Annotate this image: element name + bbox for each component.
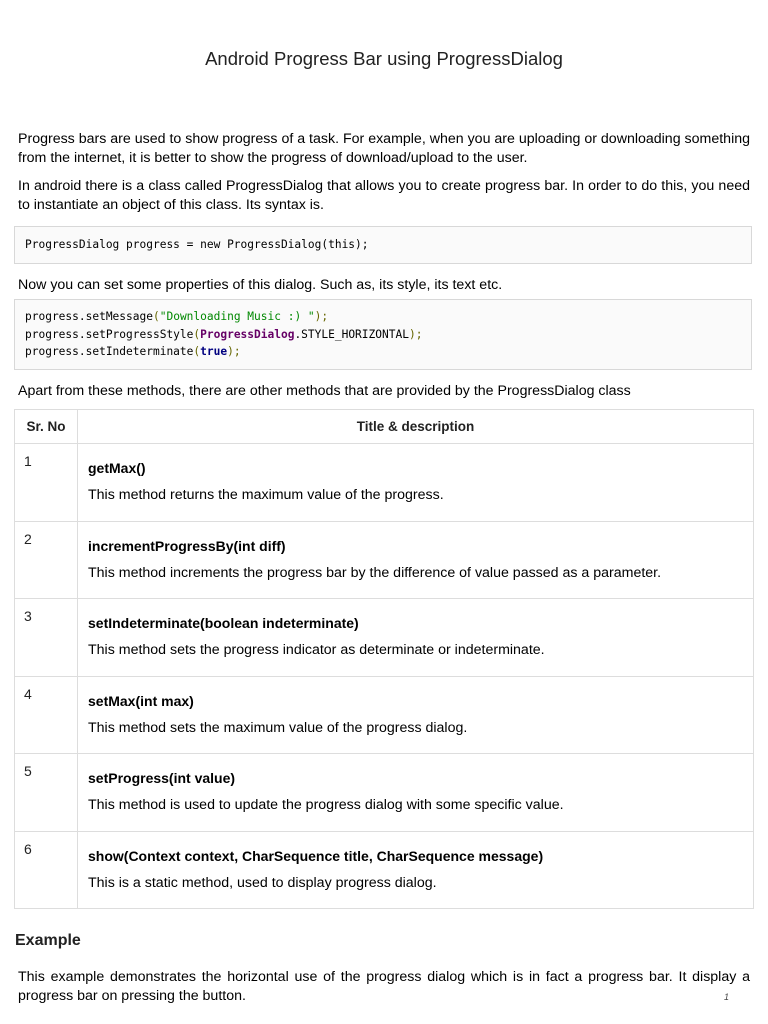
example-heading: Example xyxy=(15,932,81,949)
method-name: getMax() xyxy=(88,460,146,476)
row-number: 5 xyxy=(15,754,78,832)
row-content xyxy=(78,676,754,754)
properties-code-block xyxy=(14,299,752,370)
method-name: setProgress(int value) xyxy=(88,770,236,786)
table-header-row xyxy=(15,410,754,444)
example-paragraph: This example demonstrates the horizontal use of the progress dialog which is in fact a progress bar. It display a progress bar on pressing the button. xyxy=(18,969,750,1004)
page-number: 1 xyxy=(724,992,730,1002)
code-line-2: progress.setProgressStyle(ProgressDialog.STYLE_HORIZONTAL); xyxy=(25,327,423,341)
method-name: show(Context context, CharSequence title, CharSequence message) xyxy=(88,847,544,864)
method-description: This method increments the progress bar by the difference of value passed as a parameter. xyxy=(88,564,662,581)
method-name: setIndeterminate(boolean indeterminate) xyxy=(88,615,359,631)
method-description: This method sets the progress indicator as determinate or indeterminate. xyxy=(88,642,545,658)
method-description: This method returns the maximum value of the progress. xyxy=(88,487,444,503)
code-line-3: progress.setIndeterminate(true); xyxy=(25,345,241,358)
code-line-1: progress.setMessage("Downloading Music :) "); xyxy=(25,310,329,323)
table-row xyxy=(15,754,754,832)
row-number: 3 xyxy=(15,599,78,677)
method-name: incrementProgressBy(int diff) xyxy=(88,537,286,554)
method-name: setMax(int max) xyxy=(88,692,194,709)
methods-intro-paragraph: Apart from these methods, there are other methods that are provided by the ProgressDialog class xyxy=(18,383,631,399)
row-number: 2 xyxy=(15,521,78,599)
table-row xyxy=(15,521,754,599)
table-row xyxy=(15,676,754,754)
intro-paragraph: Progress bars are used to show progress of a task. For example, when you are uploading or downloading something from the internet, it is better to show the progress of download/upload to the user. xyxy=(18,131,750,166)
row-content xyxy=(78,521,754,599)
method-description: This method is used to update the progress dialog with some specific value. xyxy=(88,797,564,813)
methods-table xyxy=(14,409,754,909)
row-number: 1 xyxy=(15,444,78,522)
code-line: ProgressDialog progress = new ProgressDialog(this); xyxy=(25,238,369,251)
row-content xyxy=(78,599,754,677)
properties-paragraph: Now you can set some properties of this dialog. Such as, its style, its text etc. xyxy=(18,277,503,293)
page-title: Android Progress Bar using ProgressDialog xyxy=(205,48,563,69)
table-row xyxy=(15,444,754,522)
row-number: 6 xyxy=(15,831,78,909)
syntax-code-block xyxy=(14,226,752,264)
row-content xyxy=(78,831,754,909)
class-paragraph: In android there is a class called ProgressDialog that allows you to create progress bar. In order to do this, you need to instantiate an object of this class. Its syntax is. xyxy=(18,178,750,213)
method-description: This method sets the maximum value of the progress dialog. xyxy=(88,719,468,736)
row-content xyxy=(78,444,754,522)
row-number: 4 xyxy=(15,676,78,754)
row-content xyxy=(78,754,754,832)
table-row xyxy=(15,599,754,677)
table-row xyxy=(15,831,754,909)
header-sr-no: Sr. No xyxy=(15,410,78,444)
header-title-description: Title & description xyxy=(78,410,754,444)
method-description: This is a static method, used to display progress dialog. xyxy=(88,874,437,891)
